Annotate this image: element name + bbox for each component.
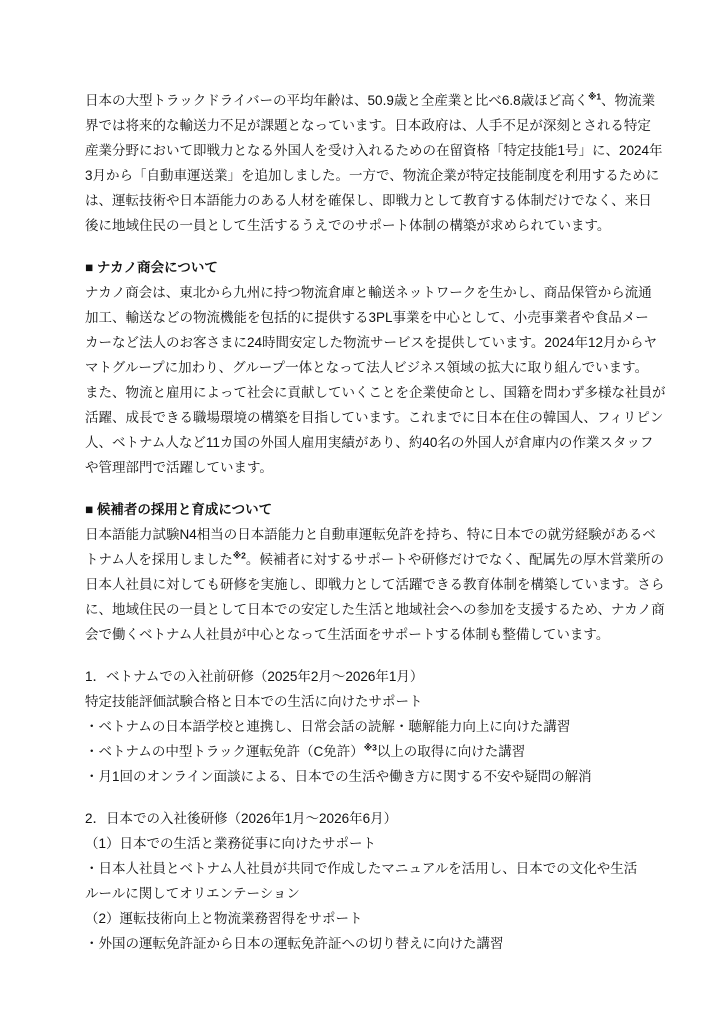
text-line: や管理部門で活躍しています。 (85, 460, 273, 475)
training1-subtitle: 特定技能評価試験合格と日本での生活に向けたサポート (85, 694, 423, 709)
text-line: マトグループに加わり、グループ一体となって法人ビジネス領域の拡大に取り組んでいます。 (85, 360, 649, 375)
numbered-item: （2）運転技術向上と物流業務習得をサポート (85, 911, 363, 926)
bullet-item: ・日本人社員とベトナム人社員が共同で作成したマニュアルを活用し、日本での文化や生活 (85, 861, 638, 876)
text-line: 加工、輸送などの物流機能を包括的に提供する3PL事業を中心として、小売事業者や食品メー (85, 310, 649, 325)
text-segment: 。候補者に対するサポートや研修だけでなく、配属先の厚木営業所の (245, 552, 665, 567)
text-line: 活躍、成長できる職場環境の構築を目指しています。これまでに日本在住の韓国人、フィリピン (85, 410, 664, 425)
text-segment: 以上の取得に向けた講習 (376, 744, 526, 759)
bullet-item: ・外国の運転免許証から日本の運転免許証への切り替えに向けた講習 (85, 936, 504, 951)
numbered-item: （1）日本での生活と業務従事に向けたサポート (85, 836, 377, 851)
footnote-ref-1: ※1 (588, 91, 602, 102)
intro-paragraph (85, 88, 663, 238)
training2-section (85, 806, 641, 956)
text-line: 産業分野において即戦力となる外国人を受け入れるための在留資格「特定技能1号」に、2024年 (85, 143, 663, 158)
section-nakano (85, 255, 666, 480)
text-line: 日本語能力試験N4相当の日本語能力と自動車運転免許を持ち、特に日本での就労経験があるベ (85, 527, 656, 542)
text-line: 後に地域住民の一員として生活するうえでのサポート体制の構築が求められています。 (85, 218, 611, 233)
section-heading-nakano: ■ ナカノ商会について (85, 260, 218, 275)
training1-title: 1．ベトナムでの入社前研修（2025年2月～2026年1月） (85, 669, 424, 684)
text-line: ルールに関してオリエンテーション (85, 886, 300, 901)
bullet-item: ・月1回のオンライン面談による、日本での生活や働き方に関する不安や疑問の解消 (85, 769, 592, 784)
text-line: 会で働くベトナム人社員が中心となって生活面をサポートする体制も整備しています。 (85, 627, 610, 642)
text-line: また、物流と雇用によって社会に貢献していくことを企業使命とし、国籍を問わず多様な社員が (85, 385, 666, 400)
bullet-item (85, 739, 641, 764)
section-heading-recruit: ■ 候補者の採用と育成について (85, 502, 273, 517)
footnote-ref-3: ※3 (363, 742, 377, 753)
text-line: 日本人社員に対しても研修を実施し、即戦力として活躍できる教育体制を構築しています。さら (85, 577, 665, 592)
text-line: 界では将来的な輸送力不足が課題となっています。日本政府は、人手不足が深刻とされる特定 (85, 118, 651, 133)
footnote-ref-2: ※2 (232, 550, 246, 561)
text-segment: 、物流業 (601, 93, 656, 108)
training2-title: 2．日本での入社後研修（2026年1月～2026年6月） (85, 811, 398, 826)
bullet-item: ・ベトナムの日本語学校と連携し、日常会話の読解・聴解能力向上に向けた講習 (85, 719, 571, 734)
text-line (85, 547, 665, 572)
text-line: カーなど法人のお客さまに24時間安定した物流サービスを提供しています。2024年12月からヤ (85, 335, 657, 350)
text-line (85, 88, 656, 113)
text-segment: 日本の大型トラックドライバーの平均年齢は、50.9歳と全産業と比べ6.8歳ほど高く (85, 93, 589, 108)
text-segment: ・ベトナムの中型トラック運転免許（C免許） (85, 744, 364, 759)
text-line: ナカノ商会は、東北から九州に持つ物流倉庫と輸送ネットワークを生かし、商品保管から流通 (85, 285, 652, 300)
training1-section (85, 664, 641, 789)
text-line: 人、ベトナム人など11カ国の外国人雇用実績があり、約40名の外国人が倉庫内の作業スタッフ (85, 435, 654, 450)
text-line: に、地域住民の一員として日本での安定した生活と地域社会への参加を支援するため、ナカノ商 (85, 602, 665, 617)
text-segment: トナム人を採用しました (85, 552, 233, 567)
text-line: 3月から「自動車運送業」を追加しました。一方で、物流企業が特定技能制度を利用するために (85, 168, 660, 183)
section-recruit (85, 497, 665, 647)
text-line: は、運転技術や日本語能力のある人材を確保し、即戦力として教育する体制だけでなく、来日 (85, 193, 652, 208)
